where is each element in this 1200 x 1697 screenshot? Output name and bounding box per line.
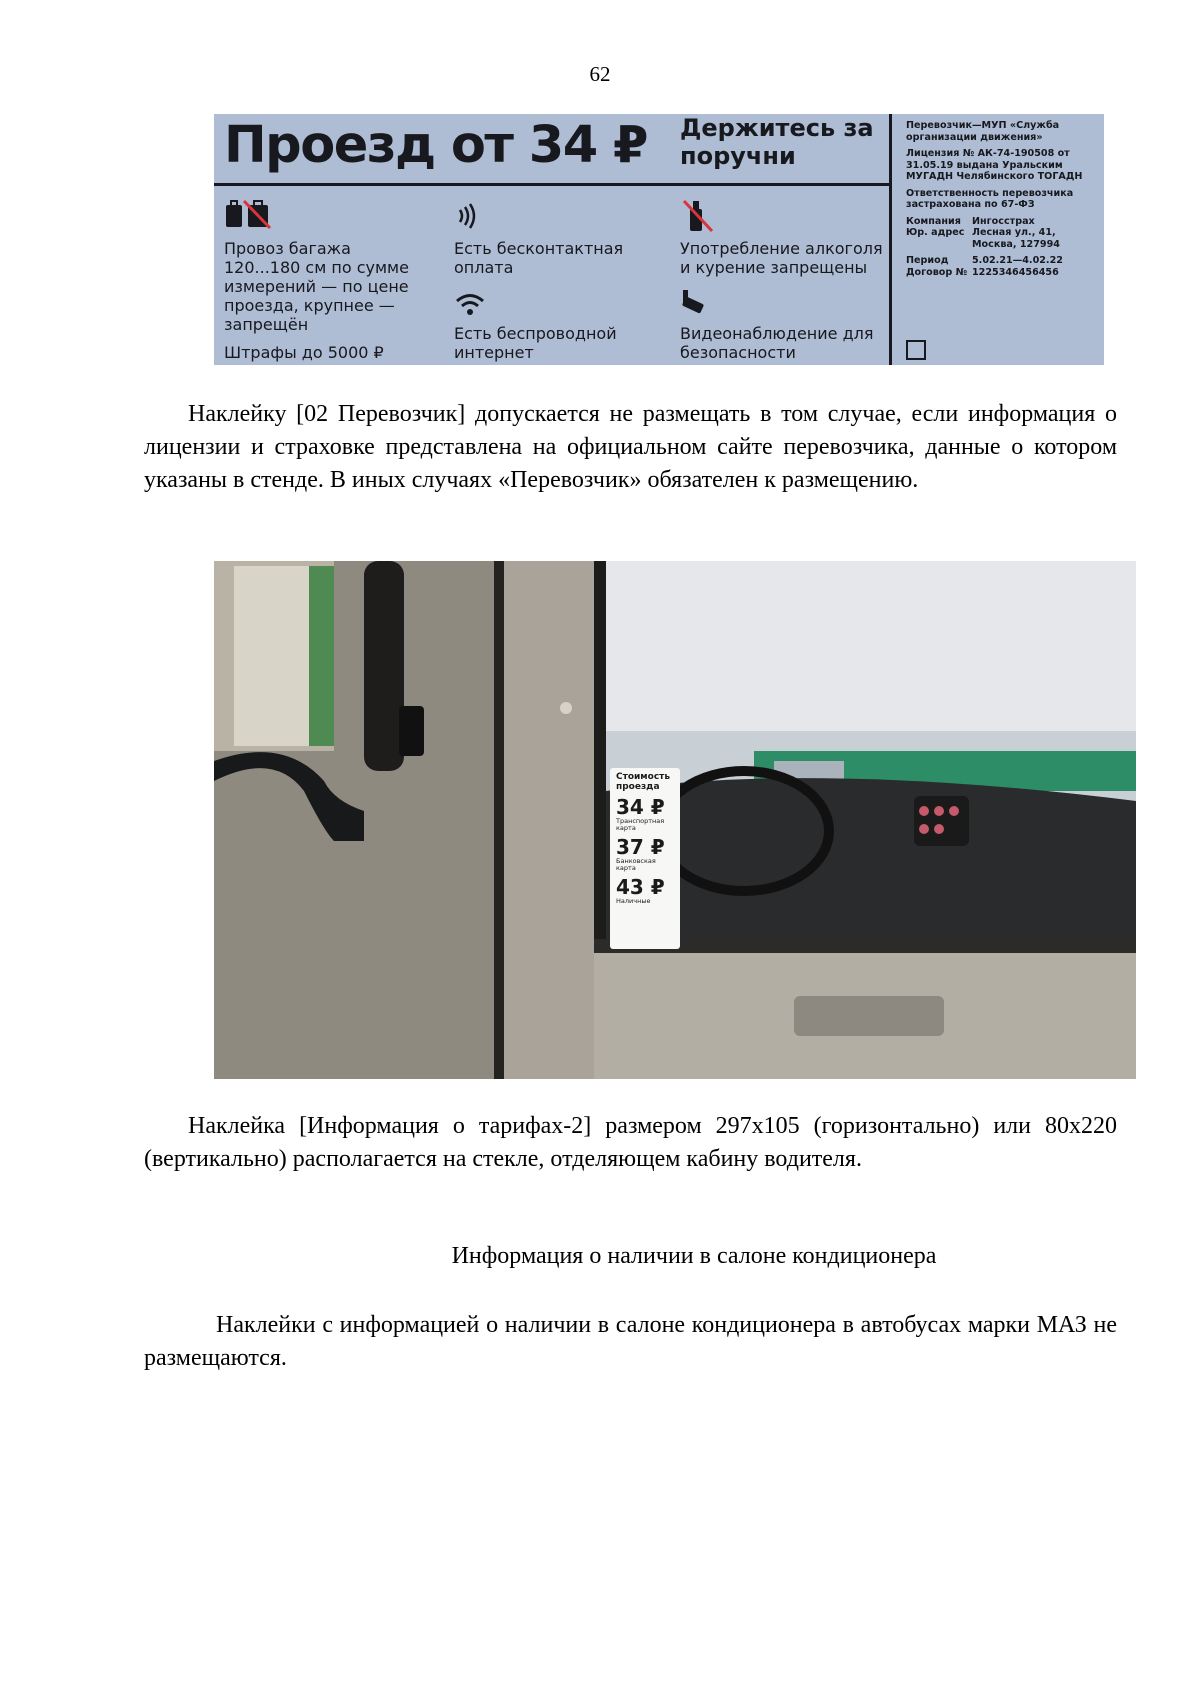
contract-label: Договор №	[906, 266, 968, 278]
sticker-luggage-text: Провоз багажа 120...180 см по сумме измерений — по цене проезда, крупнее — запрещён	[224, 239, 409, 334]
tariff-label-bank-card: Банковская карта	[616, 857, 656, 872]
tariff-title: Стоимость проезда	[616, 772, 671, 792]
carrier-license: Лицензия № АК-74-190508 от 31.05.19 выдана Уральским МУГАДН Челябинского ТОГАДН	[906, 148, 1083, 182]
camera-icon	[680, 288, 710, 318]
carrier-contract-row	[906, 267, 1096, 279]
carrier-info-sticker	[214, 114, 1104, 365]
sticker-divider-vertical	[889, 114, 892, 365]
luggage-icon	[224, 199, 274, 229]
sticker-title: Проезд от 34 ₽	[224, 116, 647, 175]
address-value: Лесная ул., 41, Москва, 127994	[972, 227, 1060, 250]
sticker-divider-horizontal	[214, 183, 889, 186]
tariff-label-cash: Наличные	[616, 897, 651, 905]
company-label: Компания	[906, 215, 961, 227]
carrier-line: Перевозчик—МУП «Служба организации движения»	[906, 120, 1060, 143]
carrier-insurance: Ответственность перевозчика застрахована по 67-ФЗ	[906, 187, 1074, 210]
paragraph-1-text: Наклейку [02 Перевозчик] допускается не размещать в том случае, если информация о лицензии и страховке представлена на официальном сайте перевозчика, данные о котором указаны в стенде. В иных случаях «Перевозчик» обязателен к размещению.	[144, 401, 1117, 493]
sticker-contactless-text: Есть бесконтактная оплата	[454, 239, 624, 277]
carrier-period-row	[906, 255, 1096, 267]
section-heading: Информация о наличии в салоне кондиционера	[451, 1243, 937, 1269]
tariff-sticker	[610, 768, 680, 949]
period-value: 5.02.21—4.02.22	[972, 255, 1063, 266]
tariff-label-transport-card: Транспортная карта	[616, 817, 665, 832]
contactless-icon	[454, 202, 482, 230]
sticker-video-text: Видеонаблюдение для безопасности	[680, 324, 874, 362]
company-value: Ингосстрах	[972, 215, 1035, 227]
sticker-no-alcohol-text: Употребление алкоголя и курение запрещены	[680, 239, 883, 277]
paragraph-2-text: Наклейка [Информация о тарифах-2] размером 297х105 (горизонтально) или 80х220 (вертикально) располагается на стекле, отделяющем кабину водителя.	[144, 1113, 1117, 1172]
address-label: Юр. адрес	[906, 227, 965, 238]
carrier-logo	[906, 340, 926, 360]
paragraph-carrier-sticker	[144, 398, 1117, 497]
sticker-hold-handrails: Держитесь за поручни	[680, 114, 874, 170]
sticker-fines: Штрафы до 5000 ₽	[224, 343, 384, 362]
no-alcohol-icon	[680, 198, 716, 234]
paragraph-tariff-sticker	[144, 1110, 1117, 1176]
carrier-address-row	[906, 227, 1096, 250]
period-label: Период	[906, 255, 949, 266]
wifi-icon	[454, 291, 486, 317]
bus-cabin-photo	[214, 561, 1136, 1079]
contract-value: 1225346456456	[972, 266, 1059, 278]
carrier-info	[906, 120, 1096, 278]
tariff-price-bank-card: 37 ₽	[616, 835, 665, 859]
carrier-company-row	[906, 216, 1096, 228]
page-number: 62	[589, 62, 611, 86]
tariff-price-transport-card: 34 ₽	[616, 795, 665, 819]
paragraph-air-conditioning	[144, 1309, 1117, 1375]
sticker-wifi-text: Есть беспроводной интернет	[454, 324, 617, 362]
tariff-price-cash: 43 ₽	[616, 875, 665, 899]
paragraph-3-text: Наклейки с информацией о наличии в салоне кондиционера в автобусах марки МАЗ не размещаются.	[144, 1312, 1117, 1371]
